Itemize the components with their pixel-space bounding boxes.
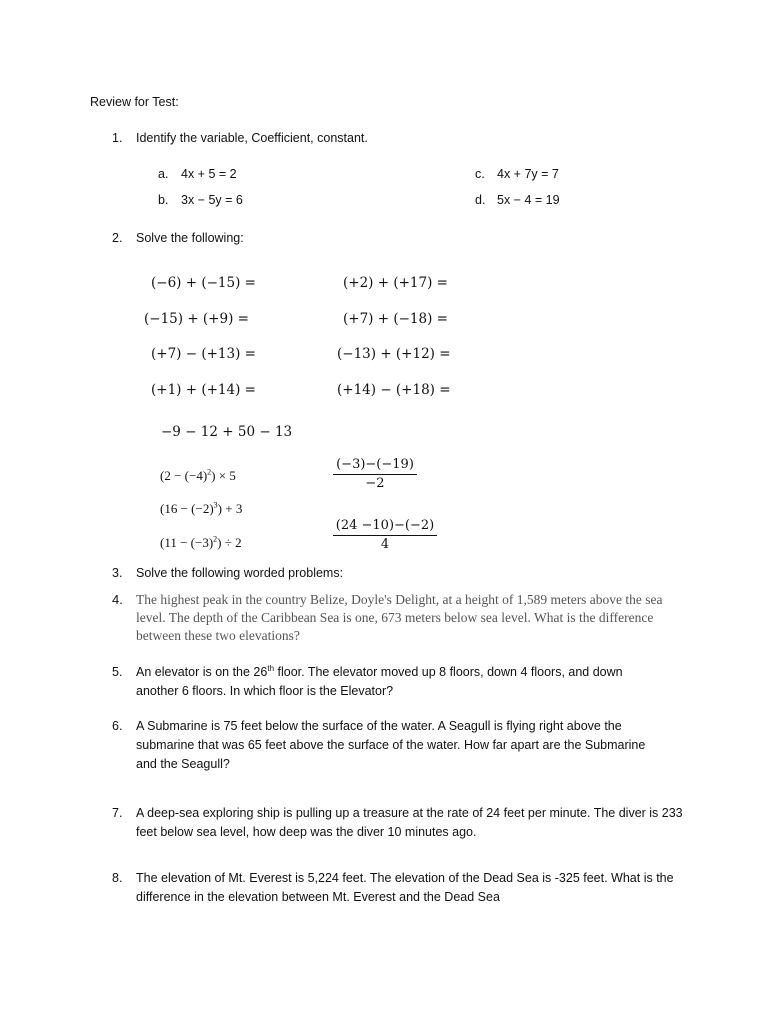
item-d-expression: 5x − 4 = 19: [497, 193, 560, 207]
item-c-letter: c.: [475, 167, 485, 181]
math-expression: (−6) + (−15) =: [151, 275, 256, 291]
math-expression: (+14) − (+18) =: [337, 382, 451, 398]
math-expression: (−13) + (+12) =: [337, 346, 451, 362]
item-a-letter: a.: [158, 167, 169, 181]
fraction-denominator: 4: [380, 537, 390, 552]
fraction-denominator: −2: [365, 476, 385, 491]
question-2-text: Solve the following:: [136, 231, 244, 245]
item-c-expression: 4x + 7y = 7: [497, 167, 559, 181]
question-5-number: 5.: [112, 665, 123, 679]
question-6-text: A Submarine is 75 feet below the surface of the water. A Seagull is flying right above the submarine that was 65 feet above the surface of the water. How far apart are the Submarine and the Seagull?: [136, 719, 646, 771]
fraction-expression: [333, 518, 437, 552]
question-2-number: 2.: [112, 231, 123, 245]
item-b-expression: 3x − 5y = 6: [181, 193, 243, 207]
question-4-number: 4.: [112, 592, 123, 607]
question-7-number: 7.: [112, 806, 123, 820]
exponent-expression: $(11 - (-3)^2) \div 2$: [160, 534, 242, 550]
item-d-letter: d.: [475, 193, 486, 207]
question-3-number: 3.: [112, 566, 123, 580]
math-expression: (+7) − (+13) =: [151, 346, 256, 362]
exponent-expression: $(16 - (-2)^3) + 3$: [160, 500, 243, 516]
question-7-text: A deep-sea exploring ship is pulling up a treasure at the rate of 24 feet per minute. The diver is 233 feet below sea level, how deep was the diver 10 minutes ago.: [136, 806, 683, 839]
page-title: Review for Test:: [90, 95, 179, 109]
question-1-number: 1.: [112, 131, 123, 145]
question-6-number: 6.: [112, 719, 123, 733]
math-expression-chain: −9 − 12 + 50 − 13: [161, 424, 293, 440]
item-b-letter: b.: [158, 193, 169, 207]
question-8-text: The elevation of Mt. Everest is 5,224 feet. The elevation of the Dead Sea is -325 feet. What is the difference in the elevation between Mt. Everest and the Dead Sea: [136, 871, 674, 904]
math-expression: (+2) + (+17) =: [343, 275, 448, 291]
fraction-numerator: (−3)−(−19): [333, 457, 417, 475]
exponent-expression: $(2 - (-4)^2) \times 5$: [160, 467, 236, 483]
question-4-text: The highest peak in the country Belize, Doyle's Delight, at a height of 1,589 meters above the sea level. The depth of the Caribbean Sea is one, 673 meters below sea level. What is the difference between these two elevations?: [136, 592, 663, 643]
question-5-text: An elevator is on the 26th floor. The elevator moved up 8 floors, down 4 floors, and down another 6 floors. In which floor is the Elevator?: [136, 663, 623, 698]
math-expression: (+1) + (+14) =: [151, 382, 256, 398]
math-expression: (+7) + (−18) =: [343, 311, 448, 327]
math-expression: (−15) + (+9) =: [144, 311, 249, 327]
item-a-expression: 4x + 5 = 2: [181, 167, 237, 181]
question-1-text: Identify the variable, Coefficient, constant.: [136, 131, 368, 145]
question-3-text: Solve the following worded problems:: [136, 566, 344, 580]
fraction-expression: [333, 457, 417, 491]
question-8-number: 8.: [112, 871, 123, 885]
fraction-numerator: (24 −10)−(−2): [333, 518, 437, 536]
